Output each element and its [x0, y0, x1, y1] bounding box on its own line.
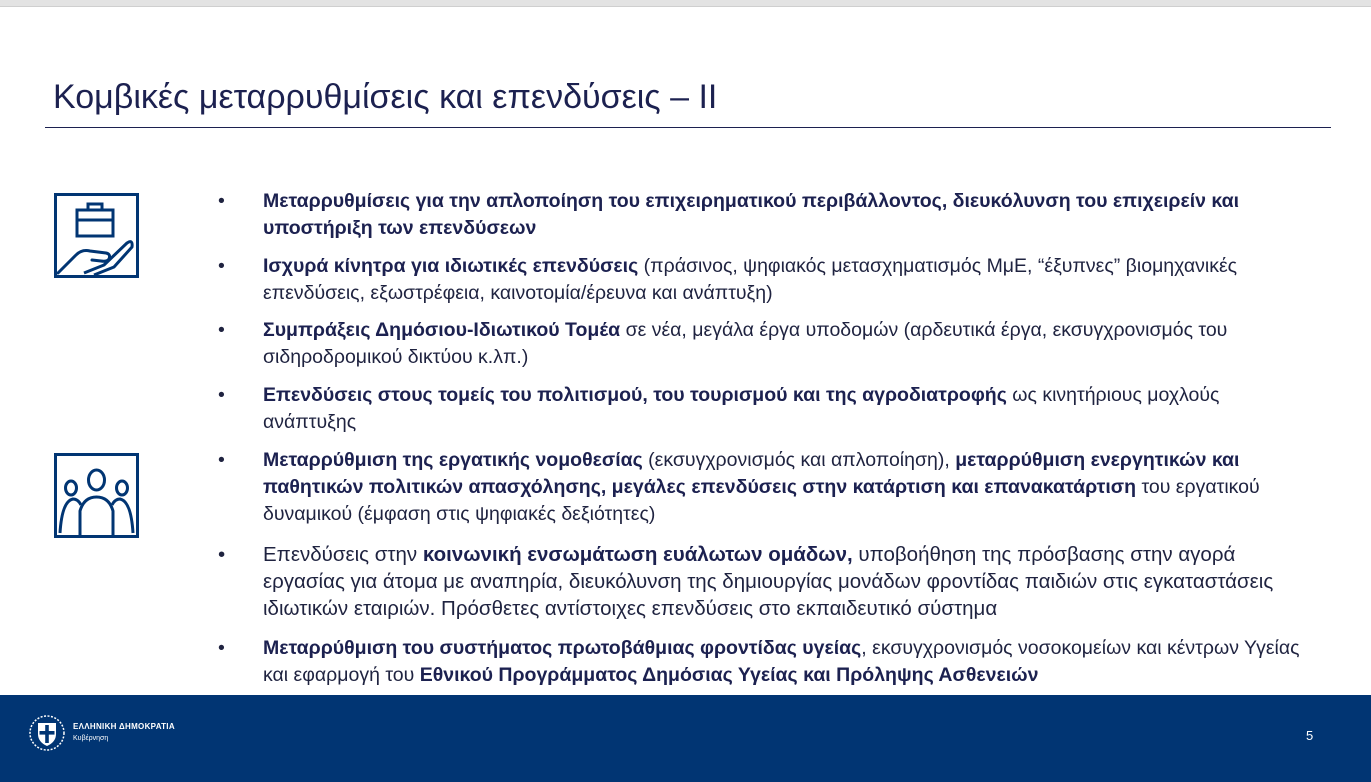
bullet-dot: • — [218, 190, 225, 212]
org-subtitle: Κυβέρνηση — [73, 735, 109, 742]
page-number: 5 — [1306, 728, 1314, 743]
bullet-text: Ισχυρά κίνητρα για ιδιωτικές επενδύσεις (πράσινος, ψηφιακός μετασχηματισμός ΜμΕ, “έξυπνες” βιομηχανικές επενδύσεις, εξωστρέφεια, καινοτομία/έρευνα και ανάπτυξη) — [263, 255, 1238, 304]
bullet-dot: • — [218, 543, 226, 566]
briefcase-hand-icon — [54, 193, 139, 278]
bullet-dot: • — [218, 637, 225, 659]
bullet-dot: • — [218, 384, 225, 406]
bullet-text: Επενδύσεις στην κοινωνική ενσωμάτωση ευάλωτων ομάδων, υποβοήθηση της πρόσβασης στην αγορά εργασίας για άτομα με αναπηρία, διευκόλυνση της δημιουργίας μονάδων φροντίδας παιδιών στις εγκαταστάσεις ιδιωτικών εταιριών. Πρόσθετες αντίστοιχες επενδύσεις στο εκπαιδευτικό σύστημα — [263, 543, 1274, 620]
bullet-dot: • — [218, 449, 225, 471]
slide-footer — [0, 695, 1371, 782]
people-group-icon — [54, 453, 139, 538]
bullet-text: Μεταρρυθμίσεις για την απλοποίηση του επιχειρηματικού περιβάλλοντος, διευκόλυνση του επιχειρείν και υποστήριξη των επενδύσεων — [263, 190, 1240, 239]
title-divider — [45, 127, 1331, 128]
window-top-strip — [0, 0, 1371, 7]
bullet-dot: • — [218, 255, 225, 277]
slide-title: Κομβικές μεταρρυθμίσεις και επενδύσεις – ΙΙ — [53, 78, 718, 116]
greek-coat-of-arms-icon — [28, 714, 66, 752]
bullet-text: Επενδύσεις στους τομείς του πολιτισμού, του τουρισμού και της αγροδιατροφής ως κινητήριους μοχλούς ανάπτυξης — [263, 384, 1220, 433]
org-name: ΕΛΛΗΝΙΚΗ ΔΗΜΟΚΡΑΤΙΑ — [73, 722, 175, 731]
bullet-dot: • — [218, 319, 225, 341]
bullet-text: Μεταρρύθμιση της εργατικής νομοθεσίας (εκσυγχρονισμός και απλοποίηση), μεταρρύθμιση ενεργητικών και παθητικών πολιτικών απασχόλησης, μεγάλες επενδύσεις στην κατάρτιση και επανακατάρτιση του εργατικού δυναμικού (έμφαση στις ψηφιακές δεξιότητες) — [263, 449, 1260, 525]
bullet-text: Συμπράξεις Δημόσιου-Ιδιωτικού Τομέα σε νέα, μεγάλα έργα υποδομών (αρδευτικά έργα, εκσυγχρονισμός του σιδηροδρομικού δικτύου κ.λπ.) — [263, 319, 1228, 368]
bullet-text: Μεταρρύθμιση του συστήματος πρωτοβάθμιας φροντίδας υγείας, εκσυγχρονισμός νοσοκομείων και κέντρων Υγείας και εφαρμογή του Εθνικού Προγράμματος Δημόσιας Υγείας και Πρόληψης Ασθενειών — [263, 637, 1300, 686]
